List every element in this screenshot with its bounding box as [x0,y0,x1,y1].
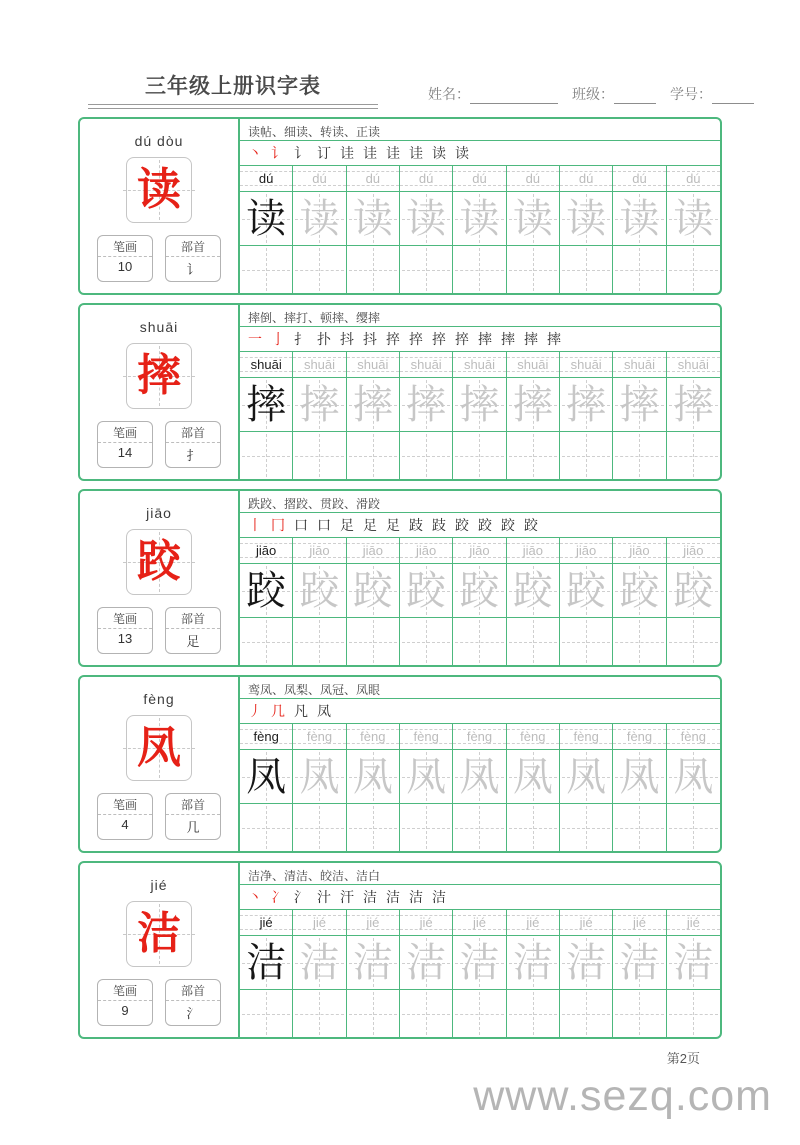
pinyin-trace-cell: jiāo [667,538,720,563]
blank-practice-cell [560,618,613,665]
pinyin-trace-cell: shuāi [400,352,453,377]
radical-value: 足 [186,634,200,649]
info-boxes [97,607,221,654]
blank-practice-cell [400,990,453,1037]
character-trace-cell: 凤 [613,750,666,803]
blank-practice-cell [667,618,720,665]
practice-grid [240,491,720,665]
stroke-step: 足 [363,517,377,533]
card-pinyin-label: shuāi [139,319,179,335]
practice-grid [240,863,720,1037]
character-trace-cell: 摔 [613,378,666,431]
pinyin-practice-row [240,166,720,192]
stroke-step: 足 [386,517,400,533]
stroke-step: 跤 [524,517,538,533]
pinyin-trace-cell: fèng [560,724,613,749]
stroke-order-row [240,885,720,910]
stroke-step: 洁 [386,889,400,905]
blank-practice-cell [240,804,293,851]
stroke-step: 丶 [248,889,262,905]
empty-practice-row [240,804,720,851]
character-trace-cell: 摔 [453,378,506,431]
pinyin-trace-cell: jiāo [613,538,666,563]
blank-practice-cell [347,246,400,293]
stroke-step: 扌 [294,331,308,347]
blank-practice-cell [293,432,346,479]
student-id-blank [712,90,754,104]
radical-box [165,793,221,840]
blank-practice-cell [613,990,666,1037]
character-trace-cell: 跤 [453,564,506,617]
card-left-panel [80,491,240,665]
card-left-panel [80,305,240,479]
pinyin-trace-cell: fèng [293,724,346,749]
character-trace-cell: 凤 [507,750,560,803]
card-pinyin-label: jié [150,877,168,893]
pinyin-trace-cell: jiāo [400,538,453,563]
character-card [78,303,722,481]
blank-practice-cell [453,618,506,665]
blank-practice-cell [240,990,293,1037]
pinyin-practice-row [240,352,720,378]
stroke-step: 跤 [501,517,515,533]
character-trace-cell: 读 [507,192,560,245]
character-trace-cell: 摔 [507,378,560,431]
card-pinyin-label: jiāo [146,505,172,521]
stroke-step: 诖 [386,145,400,161]
pinyin-trace-cell: fèng [613,724,666,749]
character-card [78,675,722,853]
stroke-step: 亅 [271,331,285,347]
pinyin-trace-cell: fèng [667,724,720,749]
character-trace-cell: 凤 [667,750,720,803]
pinyin-trace-cell: dú [293,166,346,191]
pinyin-trace-cell: jiāo [347,538,400,563]
character-card [78,489,722,667]
example-words: 跌跤、摺跤、贯跤、滑跤 [240,491,720,513]
blank-practice-cell [613,618,666,665]
pinyin-example-cell: dú [240,166,293,191]
blank-practice-cell [293,618,346,665]
blank-practice-cell [453,990,506,1037]
character-trace-cell: 摔 [560,378,613,431]
character-trace-cell: 凤 [347,750,400,803]
stroke-step: 口 [317,517,331,533]
main-character: 读 [137,165,181,214]
character-card [78,117,722,295]
character-card [78,861,722,1039]
character-trace-cell: 跤 [347,564,400,617]
pinyin-practice-row [240,538,720,564]
pinyin-trace-cell: jiāo [507,538,560,563]
stroke-count-value: 9 [121,1003,129,1018]
stroke-step: 跤 [455,517,469,533]
example-words: 摔倒、摔打、顿摔、缨摔 [240,305,720,327]
blank-practice-cell [667,804,720,851]
stroke-order-row [240,513,720,538]
blank-practice-cell [507,990,560,1037]
blank-practice-cell [613,804,666,851]
character-cards [78,117,722,1039]
character-example-cell: 读 [240,192,293,245]
stroke-step: 冂 [271,517,285,533]
pinyin-trace-cell: dú [400,166,453,191]
empty-practice-row [240,618,720,665]
blank-practice-cell [560,990,613,1037]
stroke-step: 汗 [340,889,354,905]
character-example-cell: 洁 [240,936,293,989]
watermark: www.sezq.com [473,1072,772,1120]
stroke-step: 抖 [363,331,377,347]
page-title: 三年级上册识字表 [145,75,321,98]
character-trace-cell: 跤 [400,564,453,617]
pinyin-trace-cell: jié [347,910,400,935]
info-boxes [97,421,221,468]
pinyin-trace-cell: shuāi [507,352,560,377]
pinyin-trace-cell: dú [613,166,666,191]
radical-box [165,979,221,1026]
main-character-box [126,901,192,967]
stroke-count-box [97,607,153,654]
character-practice-row [240,192,720,246]
stroke-count-box [97,979,153,1026]
blank-practice-cell [667,246,720,293]
stroke-step: 凡 [294,703,308,719]
stroke-count-value: 4 [121,817,129,832]
pinyin-trace-cell: dú [347,166,400,191]
radical-label: 部首 [166,608,220,629]
stroke-count-value: 10 [117,259,133,274]
blank-practice-cell [507,246,560,293]
character-trace-cell: 凤 [400,750,453,803]
radical-value: 讠 [186,262,200,277]
stroke-order-row [240,699,720,724]
stroke-step: 丨 [248,517,262,533]
stroke-step: 诖 [409,145,423,161]
stroke-step: 摔 [524,331,538,347]
blank-practice-cell [453,432,506,479]
pinyin-example-cell: fèng [240,724,293,749]
pinyin-trace-cell: jié [293,910,346,935]
main-character-box [126,343,192,409]
radical-label: 部首 [166,422,220,443]
main-character: 跤 [137,537,181,586]
character-practice-row [240,936,720,990]
stroke-step: 捽 [455,331,469,347]
main-character: 摔 [137,351,181,400]
blank-practice-cell [240,618,293,665]
stroke-step: 诖 [340,145,354,161]
blank-practice-cell [453,246,506,293]
stroke-step: 捽 [432,331,446,347]
empty-practice-row [240,432,720,479]
blank-practice-cell [240,432,293,479]
pinyin-trace-cell: shuāi [667,352,720,377]
character-trace-cell: 凤 [453,750,506,803]
blank-practice-cell [293,804,346,851]
pinyin-trace-cell: jié [453,910,506,935]
radical-value: 几 [186,820,200,835]
stroke-step: 讠 [294,145,308,161]
stroke-step: 摔 [547,331,561,347]
blank-practice-cell [507,804,560,851]
blank-practice-cell [400,246,453,293]
character-trace-cell: 洁 [667,936,720,989]
character-trace-cell: 跤 [507,564,560,617]
character-trace-cell: 跤 [613,564,666,617]
practice-grid [240,677,720,851]
character-trace-cell: 洁 [507,936,560,989]
pinyin-trace-cell: jiāo [293,538,346,563]
pinyin-trace-cell: fèng [347,724,400,749]
character-trace-cell: 摔 [400,378,453,431]
character-trace-cell: 读 [453,192,506,245]
character-trace-cell: 凤 [560,750,613,803]
character-trace-cell: 跤 [560,564,613,617]
stroke-step: 捽 [386,331,400,347]
stroke-count-value: 14 [117,445,133,460]
blank-practice-cell [560,804,613,851]
card-left-panel [80,863,240,1037]
stroke-step: 摔 [478,331,492,347]
pinyin-trace-cell: fèng [400,724,453,749]
character-trace-cell: 洁 [560,936,613,989]
stroke-count-label: 笔画 [98,422,152,443]
pinyin-practice-row [240,910,720,936]
example-words: 读帖、细读、转读、正读 [240,119,720,141]
example-words: 鸾凤、凤梨、凤冠、凤眼 [240,677,720,699]
stroke-count-box [97,421,153,468]
main-character-box [126,715,192,781]
blank-practice-cell [560,432,613,479]
character-example-cell: 跤 [240,564,293,617]
character-practice-row [240,750,720,804]
stroke-count-box [97,793,153,840]
pinyin-trace-cell: jiāo [560,538,613,563]
pinyin-trace-cell: fèng [507,724,560,749]
character-example-cell: 凤 [240,750,293,803]
stroke-count-value: 13 [117,631,133,646]
blank-practice-cell [507,618,560,665]
character-practice-row [240,564,720,618]
stroke-step: 足 [340,517,354,533]
blank-practice-cell [400,804,453,851]
pinyin-trace-cell: jié [613,910,666,935]
character-trace-cell: 读 [667,192,720,245]
character-trace-cell: 读 [347,192,400,245]
blank-practice-cell [613,246,666,293]
character-trace-cell: 读 [293,192,346,245]
pinyin-trace-cell: dú [667,166,720,191]
stroke-step: 丶 [248,145,262,161]
radical-label: 部首 [166,236,220,257]
student-info-fields [428,84,778,104]
pinyin-trace-cell: shuāi [453,352,506,377]
character-trace-cell: 洁 [613,936,666,989]
pinyin-example-cell: jiāo [240,538,293,563]
header [88,70,378,109]
example-words: 洁净、清洁、皎洁、洁白 [240,863,720,885]
pinyin-trace-cell: dú [507,166,560,191]
blank-practice-cell [347,990,400,1037]
radical-box [165,421,221,468]
character-example-cell: 摔 [240,378,293,431]
card-pinyin-label: fèng [143,691,175,707]
stroke-step: 洁 [363,889,377,905]
stroke-step: 摔 [501,331,515,347]
student-id-label: 学号： [670,86,712,102]
practice-grid [240,119,720,293]
stroke-step: 抖 [340,331,354,347]
stroke-step: 凤 [317,703,331,719]
pinyin-trace-cell: shuāi [347,352,400,377]
stroke-count-label: 笔画 [98,608,152,629]
stroke-step: 几 [271,703,285,719]
practice-grid [240,305,720,479]
stroke-step: 跤 [478,517,492,533]
pinyin-trace-cell: jié [507,910,560,935]
stroke-step: 汁 [317,889,331,905]
stroke-count-box [97,235,153,282]
info-boxes [97,235,221,282]
radical-label: 部首 [166,794,220,815]
blank-practice-cell [667,432,720,479]
pinyin-example-cell: jié [240,910,293,935]
stroke-step: 洁 [409,889,423,905]
character-trace-cell: 凤 [293,750,346,803]
radical-value: 扌 [186,448,200,463]
pinyin-trace-cell: dú [453,166,506,191]
stroke-step: 读 [432,145,446,161]
main-character-box [126,529,192,595]
stroke-step: 跂 [432,517,446,533]
stroke-order-row [240,327,720,352]
blank-practice-cell [453,804,506,851]
class-blank [614,90,656,104]
stroke-step: 订 [317,145,331,161]
stroke-step: 诖 [363,145,377,161]
pinyin-trace-cell: dú [560,166,613,191]
stroke-count-label: 笔画 [98,236,152,257]
pinyin-trace-cell: fèng [453,724,506,749]
main-character: 洁 [137,909,181,958]
character-trace-cell: 跤 [667,564,720,617]
blank-practice-cell [347,432,400,479]
stroke-count-label: 笔画 [98,794,152,815]
blank-practice-cell [293,246,346,293]
pinyin-example-cell: shuāi [240,352,293,377]
title-underline [88,104,378,109]
blank-practice-cell [240,246,293,293]
stroke-order-row [240,141,720,166]
main-character-box [126,157,192,223]
pinyin-trace-cell: jié [400,910,453,935]
character-trace-cell: 跤 [293,564,346,617]
stroke-step: 读 [455,145,469,161]
blank-practice-cell [667,990,720,1037]
stroke-step: 跂 [409,517,423,533]
blank-practice-cell [400,432,453,479]
info-boxes [97,979,221,1026]
character-trace-cell: 读 [613,192,666,245]
blank-practice-cell [347,618,400,665]
main-character: 凤 [137,723,181,772]
stroke-step: 冫 [271,889,285,905]
pinyin-trace-cell: jié [560,910,613,935]
character-trace-cell: 洁 [400,936,453,989]
stroke-step: 丿 [248,703,262,719]
character-trace-cell: 洁 [347,936,400,989]
radical-label: 部首 [166,980,220,1001]
pinyin-trace-cell: shuāi [613,352,666,377]
blank-practice-cell [560,246,613,293]
blank-practice-cell [613,432,666,479]
stroke-count-label: 笔画 [98,980,152,1001]
name-blank [470,90,558,104]
stroke-step: 扑 [317,331,331,347]
character-practice-row [240,378,720,432]
stroke-step: 讠 [271,145,285,161]
empty-practice-row [240,246,720,293]
character-trace-cell: 洁 [453,936,506,989]
empty-practice-row [240,990,720,1037]
stroke-step: 氵 [294,889,308,905]
card-left-panel [80,119,240,293]
name-label: 姓名： [428,86,470,102]
pinyin-practice-row [240,724,720,750]
radical-box [165,607,221,654]
radical-box [165,235,221,282]
character-trace-cell: 洁 [293,936,346,989]
character-trace-cell: 摔 [293,378,346,431]
blank-practice-cell [293,990,346,1037]
page-number: 第2页 [666,1051,700,1066]
radical-value: 氵 [186,1006,200,1021]
blank-practice-cell [400,618,453,665]
card-pinyin-label: dú dòu [134,133,184,149]
class-label: 班级： [572,86,614,102]
blank-practice-cell [507,432,560,479]
character-trace-cell: 读 [400,192,453,245]
stroke-step: 洁 [432,889,446,905]
pinyin-trace-cell: shuāi [560,352,613,377]
character-trace-cell: 读 [560,192,613,245]
info-boxes [97,793,221,840]
stroke-step: 捽 [409,331,423,347]
pinyin-trace-cell: shuāi [293,352,346,377]
stroke-step: 口 [294,517,308,533]
blank-practice-cell [347,804,400,851]
pinyin-trace-cell: jié [667,910,720,935]
character-trace-cell: 摔 [347,378,400,431]
stroke-step: 一 [248,331,262,347]
card-left-panel [80,677,240,851]
pinyin-trace-cell: jiāo [453,538,506,563]
character-trace-cell: 摔 [667,378,720,431]
